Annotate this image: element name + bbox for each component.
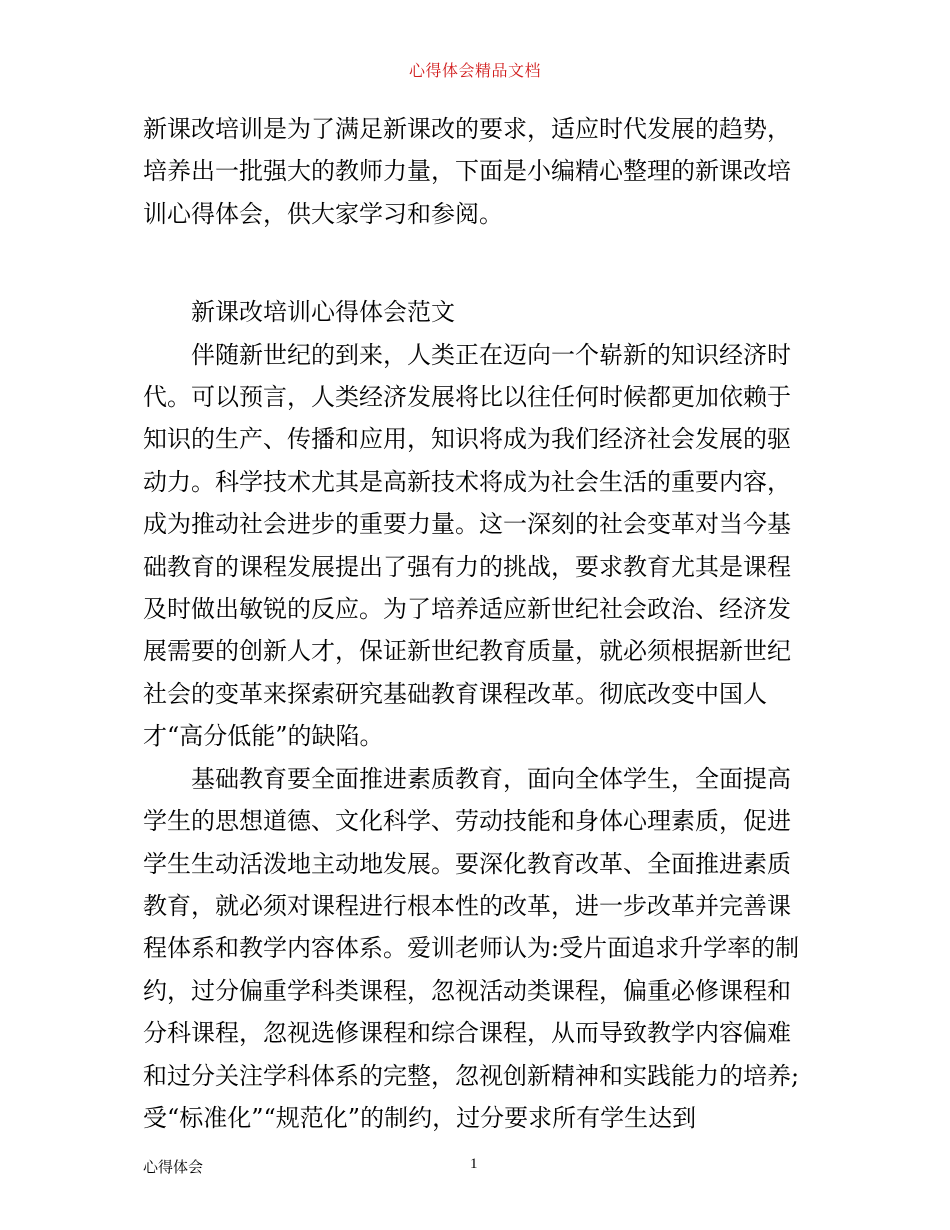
paragraph-spacer [143, 235, 813, 291]
page-number: 1 [470, 1156, 478, 1172]
document-body [143, 108, 813, 1139]
body-paragraph-1: 伴随新世纪的到来，人类正在迈向一个崭新的知识经济时代。可以预言，人类经济发展将比以往任何时候都更加依赖于知识的生产、传播和应用，知识将成为我们经济社会发展的驱动力。科学技术尤其是高新技术将成为社会生活的重要内容，成为推动社会进步的重要力量。这一深刻的社会变革对当今基础教育的课程发展提出了强有力的挑战，要求教育尤其是课程及时做出敏锐的反应。为了培养适应新世纪社会政治、经济发展需要的创新人才，保证新世纪教育质量，就必须根据新世纪社会的变革来探索研究基础教育课程改革。彻底改变中国人才“高分低能”的缺陷。 [143, 340, 791, 751]
page-header: 心得体会精品文档 [408, 61, 541, 80]
footer-label: 心得体会 [143, 1158, 204, 1176]
intro-paragraph: 新课改培训是为了满足新课改的要求，适应时代发展的趋势，培养出一批强大的教师力量，下面是小编精心整理的新课改培训心得体会，供大家学习和参阅。 [143, 115, 791, 228]
section-title: 新课改培训心得体会范文 [191, 298, 455, 327]
body-paragraph-2: 基础教育要全面推进素质教育，面向全体学生，全面提高学生的思想道德、文化科学、劳动技能和身体心理素质，促进学生生动活泼地主动地发展。要深化教育改革、全面推进素质教育，就必须对课程进行根本性的改革，进一步改革并完善课程体系和教学内容体系。爱训老师认为:受片面追求升学率的制约，过分偏重学科类课程，忽视活动类课程，偏重必修课程和分科课程，忽视选修课程和综合课程，从而导致教学内容偏难和过分关注学科体系的完整，忽视创新精神和实践能力的培养;受“标准化”“规范化”的制约，过分要求所有学生达到 [143, 764, 800, 1132]
